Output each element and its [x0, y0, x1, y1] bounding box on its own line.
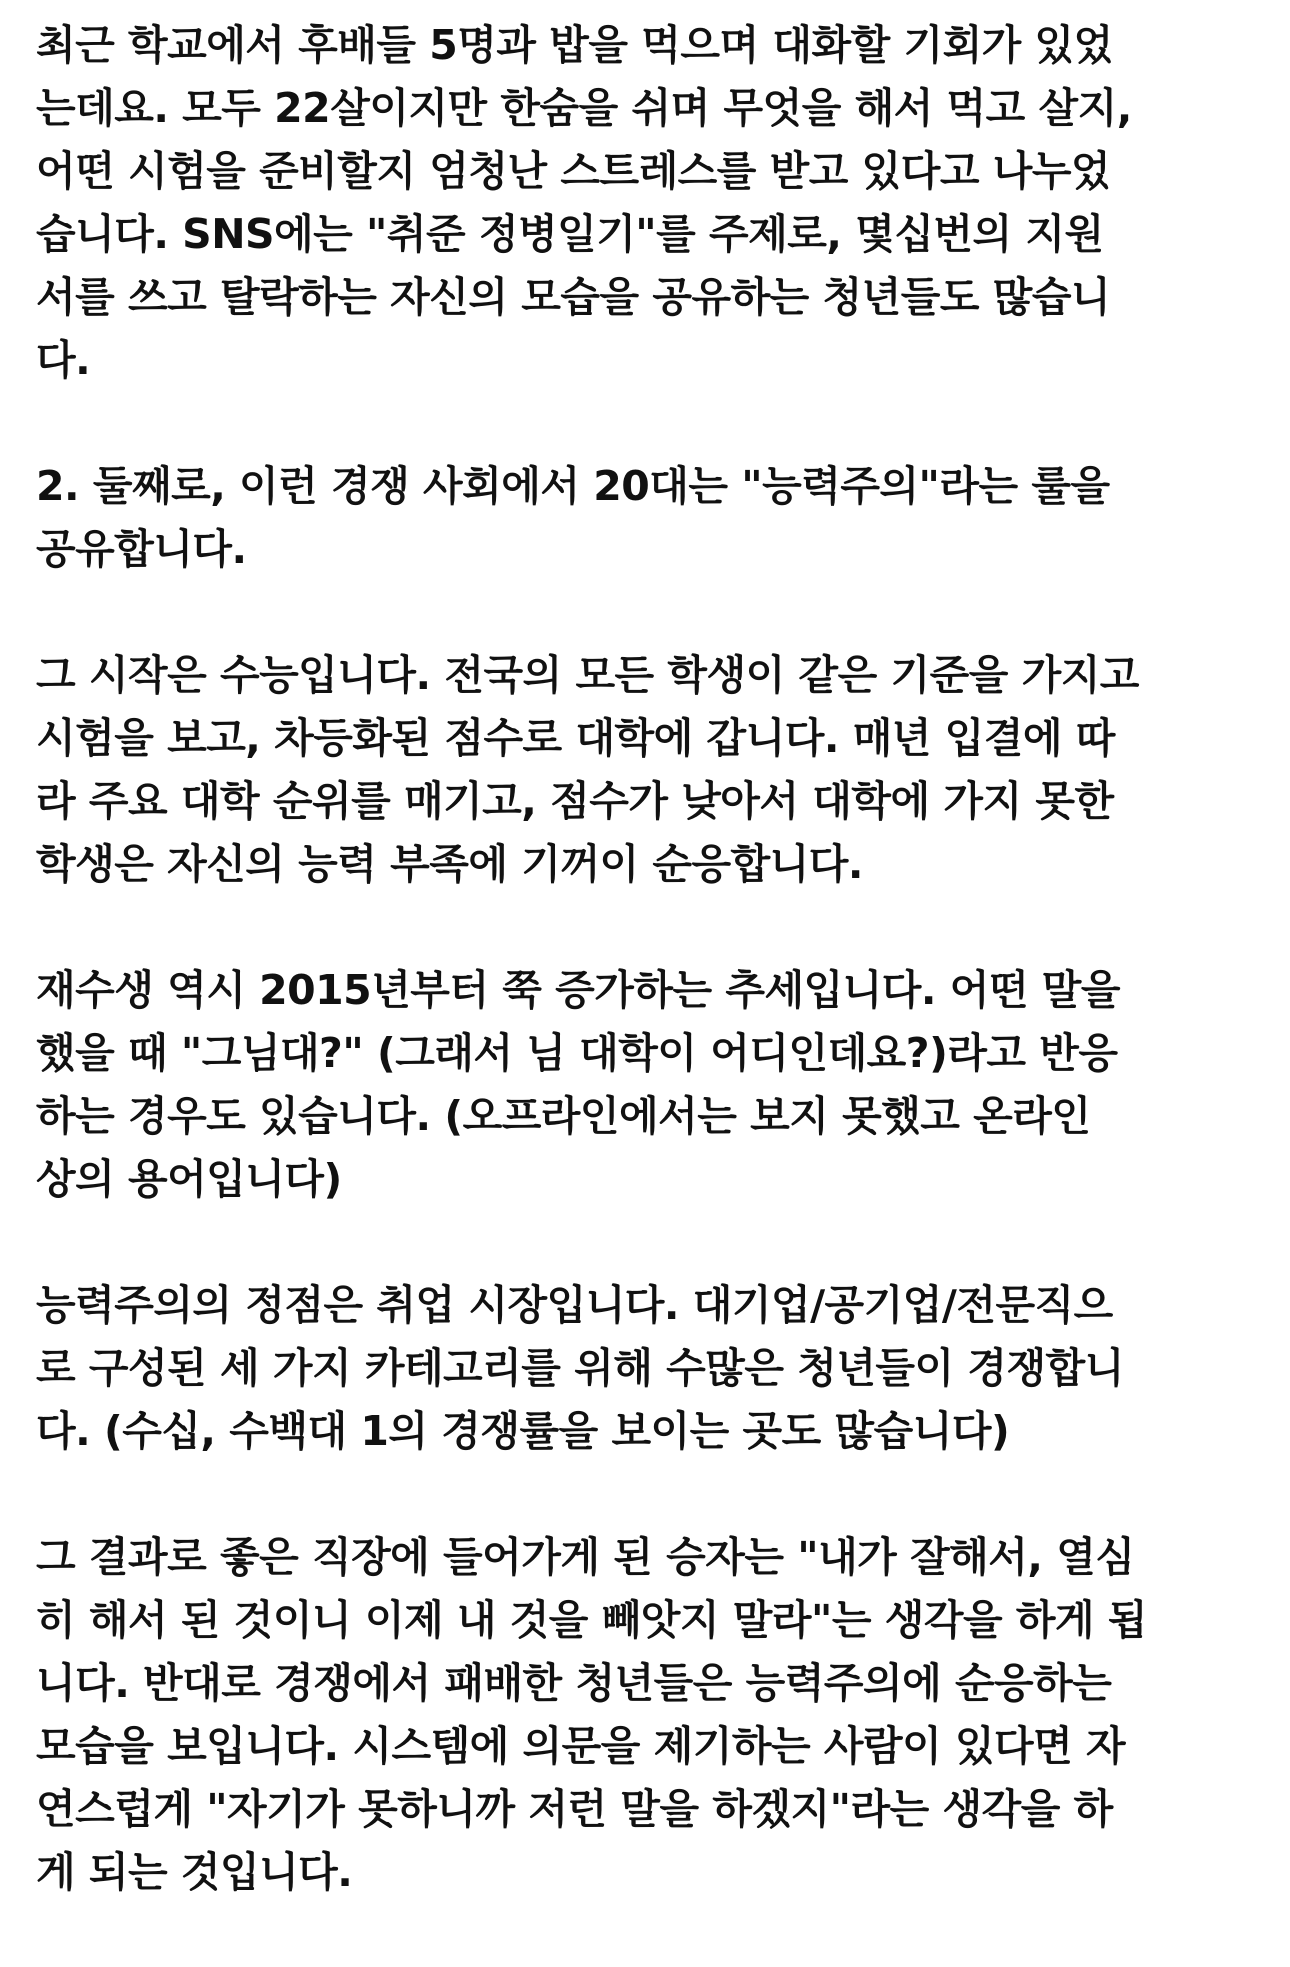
paragraph-3	[36, 644, 1266, 896]
text-line: 습니다. SNS에는 "취준 정병일기"를 주제로, 몇십번의 지원	[36, 210, 1104, 258]
text-line: 상의 용어입니다)	[36, 1155, 342, 1203]
text-line: 니다. 반대로 경쟁에서 패배한 청년들은 능력주의에 순응하는	[36, 1659, 1112, 1707]
paragraph-6	[36, 1526, 1266, 1904]
paragraph-4	[36, 959, 1266, 1211]
text-line: 로 구성된 세 가지 카테고리를 위해 수많은 청년들이 경쟁합니	[36, 1344, 1124, 1392]
text-line: 연스럽게 "자기가 못하니까 저런 말을 하겠지"라는 생각을 하	[36, 1785, 1113, 1833]
text-line: 히 해서 된 것이니 이제 내 것을 빼앗지 말라"는 생각을 하게 됩	[36, 1596, 1147, 1644]
text-line: 는데요. 모두 22살이지만 한숨을 쉬며 무엇을 해서 먹고 살지,	[36, 84, 1132, 132]
text-line: 게 되는 것입니다.	[36, 1848, 353, 1896]
text-line: 공유합니다.	[36, 525, 247, 573]
text-line: 서를 쓰고 탈락하는 자신의 모습을 공유하는 청년들도 많습니	[36, 273, 1111, 321]
paragraph-1	[36, 14, 1266, 392]
text-line: 모습을 보입니다. 시스템에 의문을 제기하는 사람이 있다면 자	[36, 1722, 1126, 1770]
text-line: 학생은 자신의 능력 부족에 기꺼이 순응합니다.	[36, 840, 863, 888]
text-line: 시험을 보고, 차등화된 점수로 대학에 갑니다. 매년 입결에 따	[36, 714, 1115, 762]
text-line: 그 결과로 좋은 직장에 들어가게 된 승자는 "내가 잘해서, 열심	[36, 1533, 1135, 1581]
text-line: 최근 학교에서 후배들 5명과 밥을 먹으며 대화할 기회가 있었	[36, 21, 1113, 69]
text-line: 다.	[36, 336, 91, 384]
text-line: 했을 때 "그님대?" (그래서 님 대학이 어디인데요?)라고 반응	[36, 1029, 1118, 1077]
document-body	[36, 14, 1266, 1967]
text-line: 그 시작은 수능입니다. 전국의 모든 학생이 같은 기준을 가지고	[36, 651, 1139, 699]
text-line: 라 주요 대학 순위를 매기고, 점수가 낮아서 대학에 가지 못한	[36, 777, 1114, 825]
text-line: 2. 둘째로, 이런 경쟁 사회에서 20대는 "능력주의"라는 룰을	[36, 462, 1110, 510]
text-line: 하는 경우도 있습니다. (오프라인에서는 보지 못했고 온라인	[36, 1092, 1091, 1140]
paragraph-2	[36, 455, 1266, 581]
text-line: 다. (수십, 수백대 1의 경쟁률을 보이는 곳도 많습니다)	[36, 1407, 1010, 1455]
text-line: 어떤 시험을 준비할지 엄청난 스트레스를 받고 있다고 나누었	[36, 147, 1111, 195]
text-line: 재수생 역시 2015년부터 쭉 증가하는 추세입니다. 어떤 말을	[36, 966, 1120, 1014]
text-line: 능력주의의 정점은 취업 시장입니다. 대기업/공기업/전문직으	[36, 1281, 1113, 1329]
paragraph-5	[36, 1274, 1266, 1463]
